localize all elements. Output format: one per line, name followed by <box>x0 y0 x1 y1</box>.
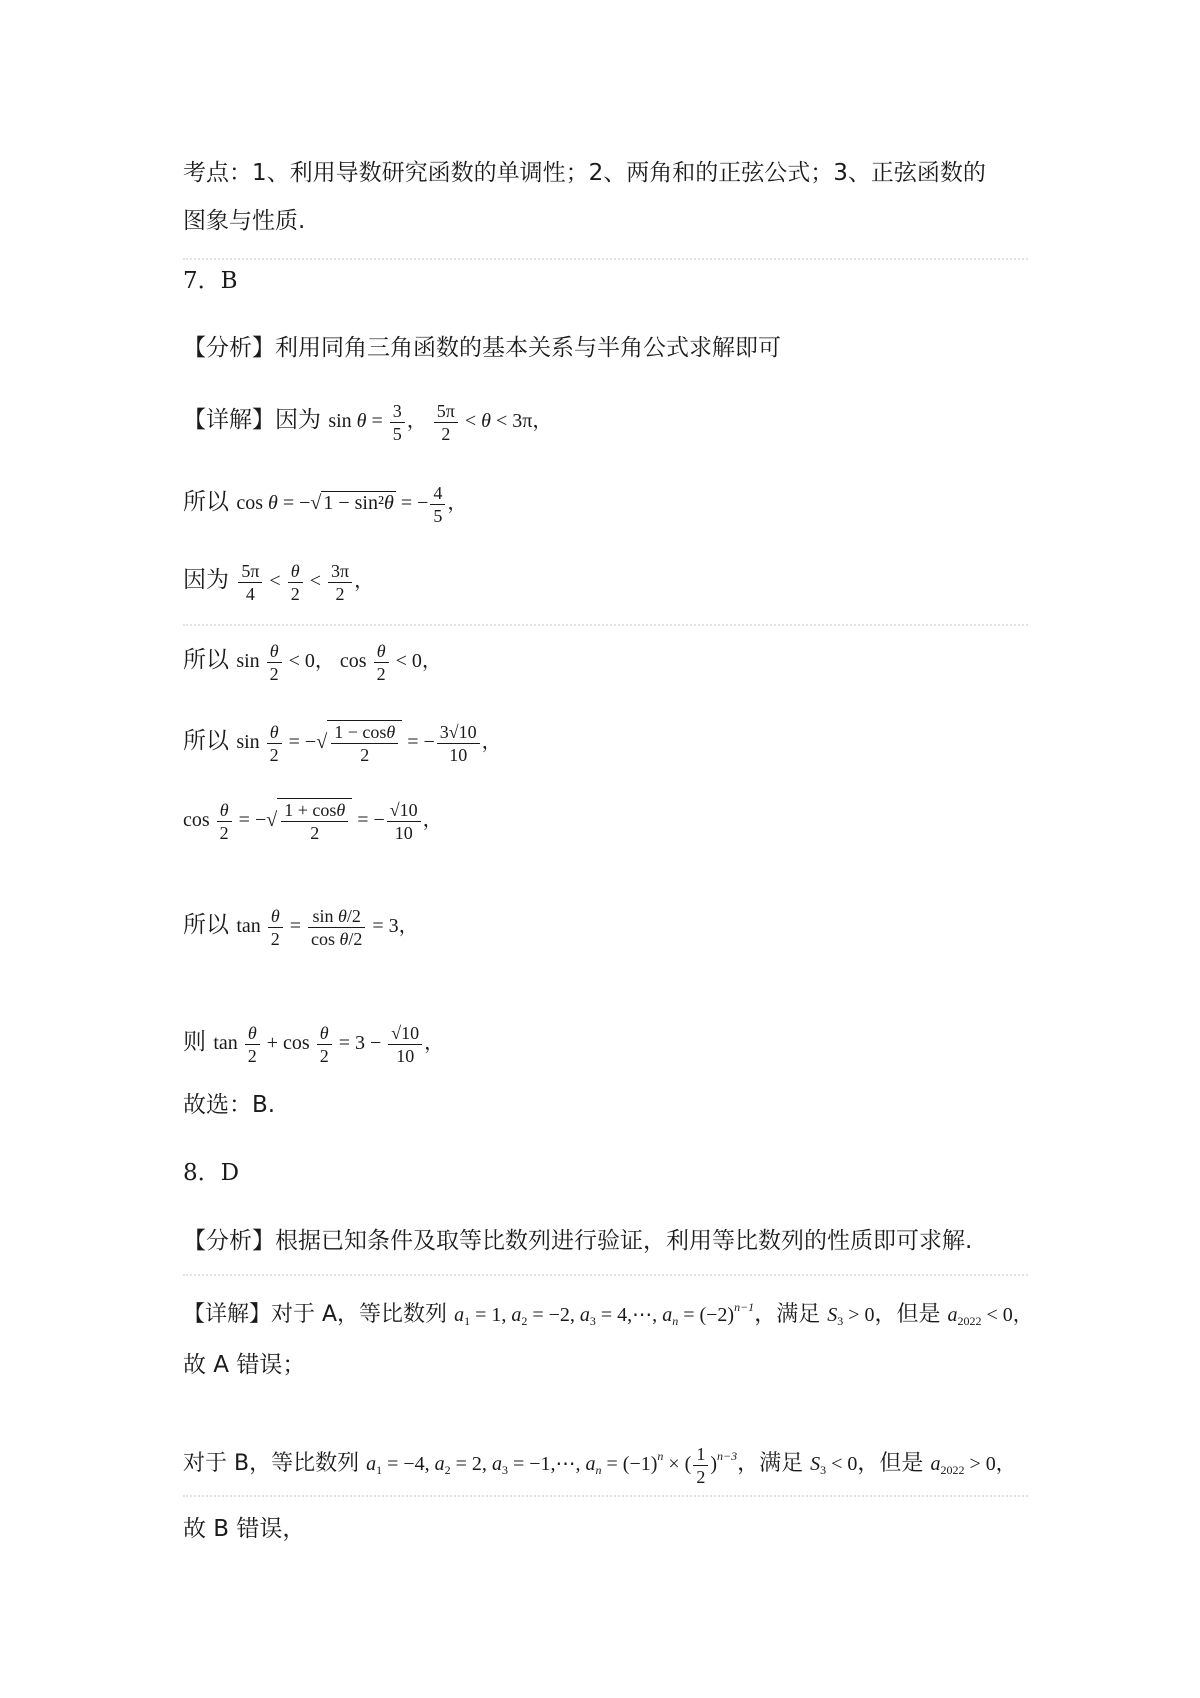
q7-conclusion: 故选：B. <box>183 1092 276 1118</box>
divider <box>183 624 1028 626</box>
q7-detail-line-2: 所以 cos θ = −√ 1 − sin²θ = − $\frac{4}{5}$ ， <box>183 483 468 526</box>
q8-detail-a: 【详解】对于 A，等比数列 $a_1 = 1$, $a_2 = -2$, $a_3$ = 4,⋯, $a_n = (-2)^{n-1}$，满足 $S_3 > 0$，但是 $a_{2022} < 0$， <box>183 1300 1033 1328</box>
q8-a-wrong: 故 A 错误； <box>183 1352 306 1378</box>
kaodian-line-1: 考点：1、利用导数研究函数的单调性；2、两角和的正弦公式；3、正弦函数的 <box>183 160 986 186</box>
q7-answer: 7．B <box>183 268 238 294</box>
q8-detail-b: 对于 B，等比数列 $a_1 = -4$, $a_2 = 2$, $a_3$ = −1,⋯, $a_n = (-1)^n$ × ( $\frac{1}{2}$ )$^{n-3}$，满足 $S_3 < 0$，但是 $a_{2022} > 0$， <box>183 1443 1016 1487</box>
kaodian-line-2: 图象与性质. <box>183 208 306 234</box>
q7-detail-line-5: 所以 sin $\frac{\theta}{2}$ = −√ $\frac{1 - \cos\theta}{2}$ = − $\frac{3√10}{10}$ ， <box>183 722 502 765</box>
q7-detail-line-7: 所以 tan $\frac{\theta}{2}$ = $\frac{\text{sin θ/2}}{\text{cos θ/2}}$ = 3， <box>183 906 419 949</box>
q7-analysis: 【分析】利用同角三角函数的基本关系与半角公式求解即可 <box>183 335 781 361</box>
q7-detail-line-8: 则 tan $\frac{\theta}{2}$ + cos $\frac{\theta}{2}$ = 3 − $\frac{√10}{10}$ ， <box>183 1023 445 1066</box>
q8-answer: 8．D <box>183 1160 240 1186</box>
q7-detail-line-3: 因为 $\frac{5\pi}{4}$ < $\frac{\theta}{2}$ < $\frac{3\pi}{2}$ ， <box>183 561 375 604</box>
q8-analysis: 【分析】根据已知条件及取等比数列进行验证，利用等比数列的性质即可求解. <box>183 1228 973 1254</box>
q7-detail-line-6: cos $\frac{\theta}{2}$ = −√ $\frac{1 + \cos\theta}{2}$ = − $\frac{√10}{10}$ ， <box>183 800 443 843</box>
divider <box>183 258 1028 260</box>
q7-detail-line-1: 【详解】因为 sin θ = $\frac{3}{5}$ ， $\frac{5\pi}{2}$ < θ < 3π， <box>183 401 553 444</box>
q8-b-wrong: 故 B 错误， <box>183 1516 306 1542</box>
divider <box>183 1274 1028 1276</box>
divider <box>183 1495 1028 1497</box>
q7-detail-line-4: 所以 sin $\frac{\theta}{2}$ < 0， cos $\frac{\theta}{2}$ < 0， <box>183 641 442 684</box>
